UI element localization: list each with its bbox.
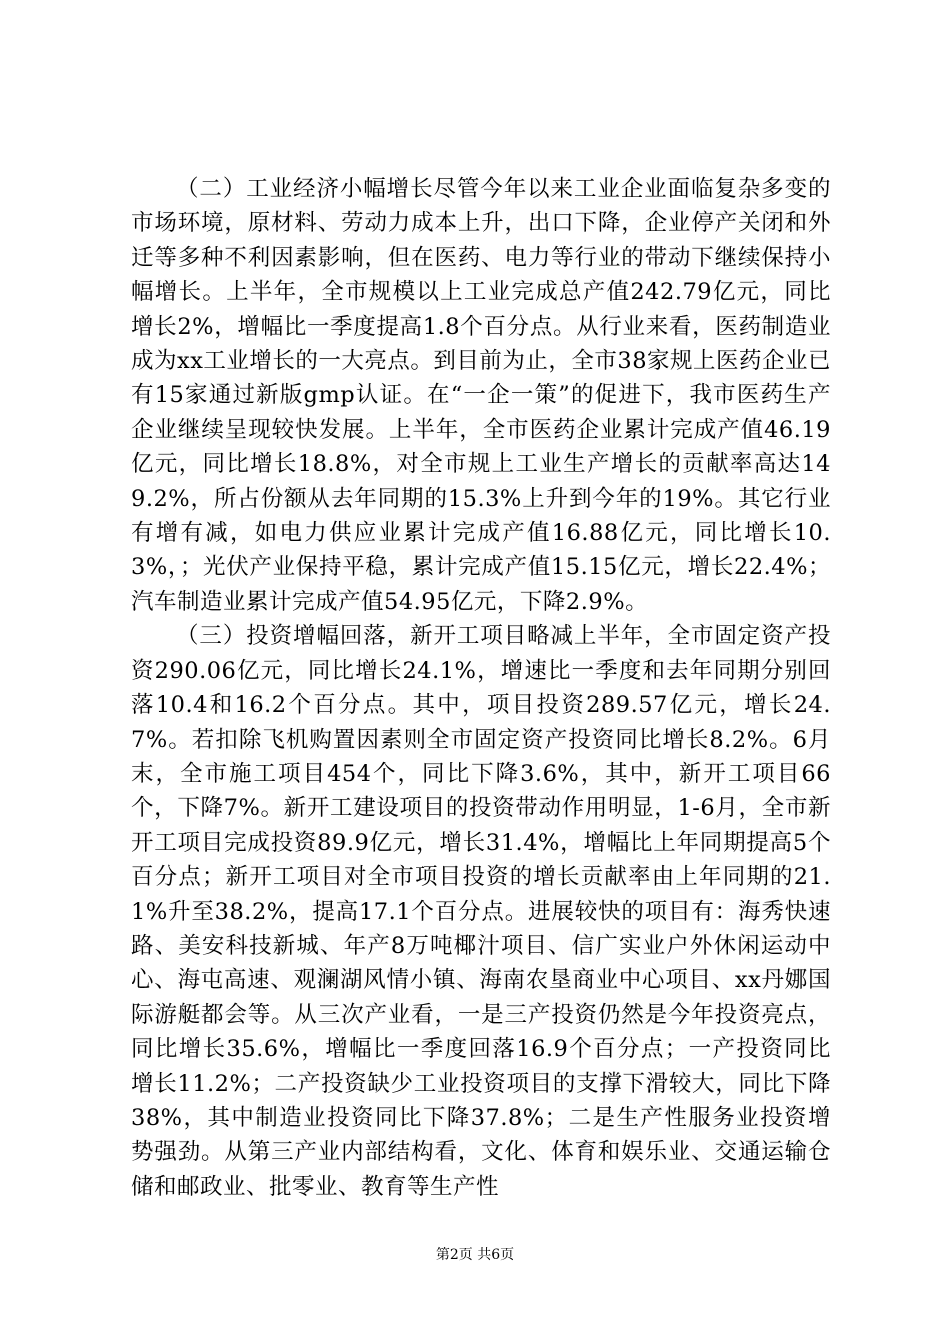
- page-number-footer: 第2页 共6页: [435, 1247, 515, 1263]
- document-body: [131, 172, 831, 1204]
- paragraph-industrial-economy: （二）工业经济小幅增长尽管今年以来工业企业面临复杂多变的市场环境，原材料、劳动力成本上升，出口下降，企业停产关闭和外迁等多种不利因素影响，但在医药、电力等行业的带动下继续保持小幅增长。上半年，全市规模以上工业完成总产值242.79亿元，同比增长2%，增幅比一季度提高1.8个百分点。从行业来看，医药制造业成为xx工业增长的一大亮点。到目前为止，全市38家规上医药企业已有15家通过新版gmp认证。在“一企一策”的促进下，我市医药生产企业继续呈现较快发展。上半年，全市医药企业累计完成产值46.19亿元，同比增长18.8%，对全市规上工业生产增长的贡献率高达149.2%，所占份额从去年同期的15.3%上升到今年的19%。其它行业有增有减，如电力供应业累计完成产值16.88亿元，同比增长10.3%，；光伏产业保持平稳，累计完成产值15.15亿元，增长22.4%；汽车制造业累计完成产值54.95亿元，下降2.9%。: [131, 176, 832, 615]
- paragraph-investment: （三）投资增幅回落，新开工项目略减上半年，全市固定资产投资290.06亿元，同比增长24.1%，增速比一季度和去年同期分别回落10.4和16.2个百分点。其中，项目投资289.57亿元，增长24.7%。若扣除飞机购置因素则全市固定资产投资同比增长8.2%。6月末，全市施工项目454个，同比下降3.6%，其中，新开工项目66个，下降7%。新开工建设项目的投资带动作用明显，1-6月，全市新开工项目完成投资89.9亿元，增长31.4%，增幅比上年同期提高5个百分点；新开工项目对全市项目投资的增长贡献率由上年同期的21.1%升至38.2%，提高17.1个百分点。进展较快的项目有：海秀快速路、美安科技新城、年产8万吨椰汁项目、信广实业户外休闲运动中心、海屯高速、观澜湖风情小镇、海南农垦商业中心项目、xx丹娜国际游艇都会等。从三次产业看，一是三产投资仍然是今年投资亮点，同比增长35.6%，增幅比一季度回落16.9个百分点；一产投资同比增长11.2%；二产投资缺少工业投资项目的支撑下滑较大，同比下降38%，其中制造业投资同比下降37.8%；二是生产性服务业投资增势强劲。从第三产业内部结构看，文化、体育和娱乐业、交通运输仓储和邮政业、批零业、教育等生产性: [131, 623, 831, 1200]
